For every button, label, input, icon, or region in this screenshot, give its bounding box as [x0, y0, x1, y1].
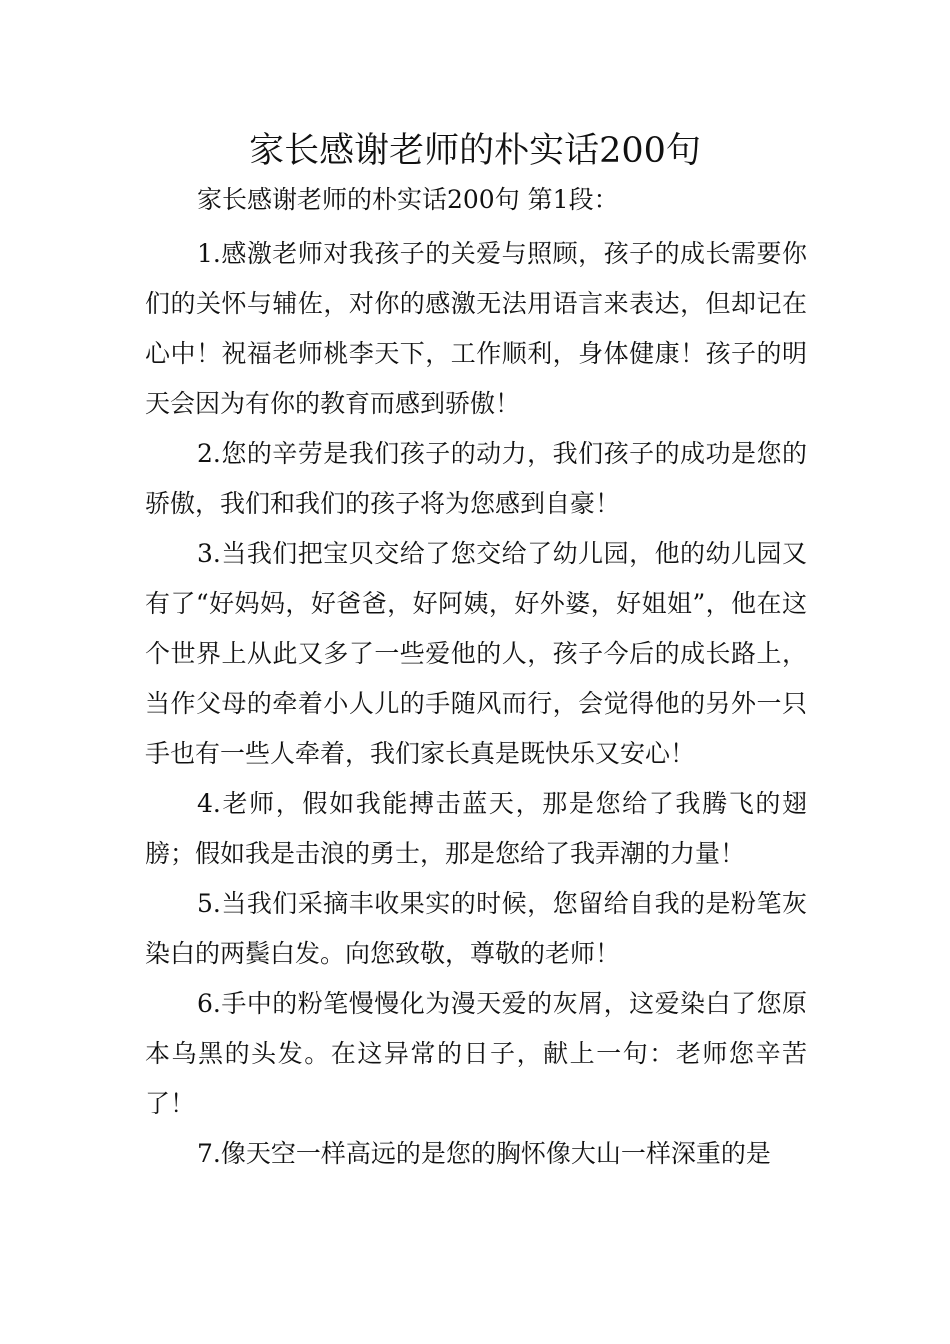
section-heading: 家长感谢老师的朴实话200句 第1段： — [197, 185, 619, 214]
document-title: 家长感谢老师的朴实话200句 — [249, 131, 701, 171]
paragraph-3: 3.当我们把宝贝交给了您交给了幼儿园，他的幼儿园又有了“好妈妈，好爸爸，好阿姨，好外婆，好姐姐”，他在这个世界上从此又多了一些爱他的人，孩子今后的成长路上，当作父母的牵着小人儿的手随风而行，会觉得他的另外一只手也有一些人牵着，我们家长真是既快乐又安心！ — [145, 539, 807, 768]
paragraph-4: 4.老师，假如我能搏击蓝天，那是您给了我腾飞的翅膀；假如我是击浪的勇士，那是您给了我弄潮的力量！ — [145, 789, 807, 868]
paragraph-1: 1.感激老师对我孩子的关爱与照顾，孩子的成长需要你们的关怀与辅佐，对你的感激无法用语言来表达，但却记在心中！祝福老师桃李天下，工作顺利，身体健康！孩子的明天会因为有你的教育而感到骄傲！ — [145, 239, 807, 418]
paragraph-5: 5.当我们采摘丰收果实的时候，您留给自我的是粉笔灰染白的两鬓白发。向您致敬，尊敬的老师！ — [145, 889, 807, 968]
paragraph-6: 6.手中的粉笔慢慢化为漫天爱的灰屑，这爱染白了您原本乌黑的头发。在这异常的日子，献上一句：老师您辛苦了！ — [145, 989, 807, 1118]
paragraph-2: 2.您的辛劳是我们孩子的动力，我们孩子的成功是您的骄傲，我们和我们的孩子将为您感到自豪！ — [145, 439, 807, 518]
document-body — [145, 180, 807, 1179]
paragraph-7: 7.像天空一样高远的是您的胸怀像大山一样深重的是 — [197, 1139, 771, 1168]
